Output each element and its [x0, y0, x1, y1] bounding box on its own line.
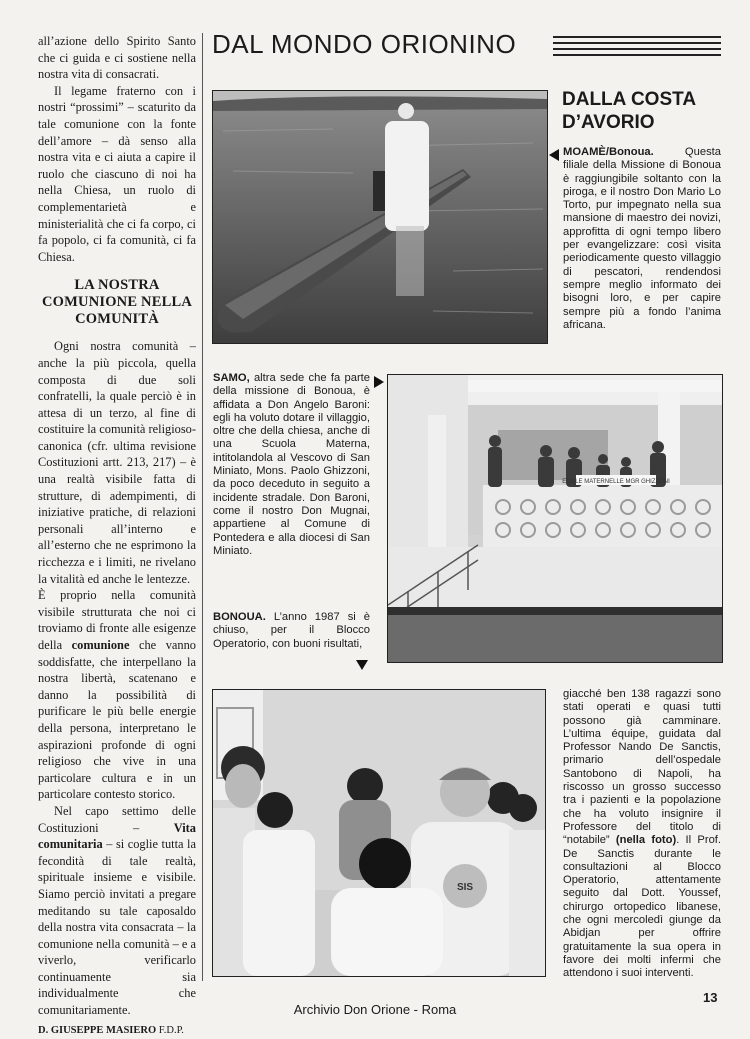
caption-samo: SAMO, altra sede che fa parte della missione di Bonoua, è affidata a Don Angelo Baroni: egli ha voluto dotare il villaggio, oltre che della chiesa, anche di una Scuola Materna, intitolandola al Vescovo di San Miniato, Mons. Paolo Ghizzoni, da poco deceduto in seguito a incidente stradale. Don Baroni, come il nostro Don Mugnai, appartiene al Comune di Pontedera e alla diocesi di San Miniato.	[213, 372, 370, 557]
body-paragraph: Ogni nostra comunità – anche la più piccola, quella composta di due soli confratelli, la quale perciò è in attesa di un terzo, al fine di costituire la comunità religioso-canonica (cfr. ultima revisione Costituzioni artt. 213, 217) – è una realtà visibile fatta di strutture, di adempimenti, di iniziative pratiche, di relazioni personali all’interno e all’esterno che ne esprimono la ricchezza e i limiti, ne rivelano la vitalità ed anche le lentezze.	[38, 339, 196, 586]
caption-pointer-right	[374, 376, 384, 388]
caption-bonoua: BONOUA. L’anno 1987 si è chiuso, per il Blocco Operatorio, con buoni risultati,	[213, 611, 370, 650]
section-title: DALLA COSTA D’AVORIO	[562, 89, 697, 133]
article-subheading: LA NOSTRA COMUNIONE NELLA COMUNITÀ	[41, 277, 193, 328]
page-header-title: DAL MONDO ORIONINO	[212, 29, 517, 59]
caption-continuation: giacché ben 138 ragazzi sono stati operati e quasi tutti possono già camminare. L’ultima équipe, guidata dal Professor Nando De Sanctis, primario dell’ospedale Santobono di Napoli, ha riscosso un grosso successo tra i pazienti e la popolazione che ha voluto insignire il Professore del titolo di “notabile” (nella foto). Il Prof. De Sanctis durante le consultazioni al Blocco Operatorio, attentamente seguito dal Dott. Youssef, chirurgo ortopedico libanese, che ogni mercoledì giunge da Abidjan per offrire gratuitamente la sua opera in favore dei molti infermi che attendono i suoi interventi.	[563, 688, 722, 980]
caption-pointer-left	[549, 149, 559, 161]
school-sign-text: ECOLE MATERNELLE MGR GHIZZONI	[562, 479, 670, 485]
left-column	[38, 33, 196, 1039]
photo-pirogue	[212, 90, 548, 344]
body-paragraph: Il legame fraterno con i nostri “prossimi” – scaturito da tale comunione con la fonte dell’amore – dà senso alla nostra vita e ci aiuta a capire il ruolo che ciascuno di noi ha nella Chiesa, un ruolo di complementarietà e ministerialità che ci fa corpo, ci fa popolo, ci fa comunità, ci fa Chiesa.	[38, 83, 196, 264]
column-divider	[202, 33, 203, 981]
body-paragraph: Nel capo settimo delle Costituzioni – Vita comunitaria – si coglie tutta la fecondità di tale realtà, spirituale insieme e visibile. Siamo perciò invitati a pregare meditando su tale caposaldo della nostra vita consacrata – la comunione nella comunità – e a viverlo, verificarlo continuamente sia individualmente che comunitariamente.	[38, 803, 196, 1018]
author-signature: D. GIUSEPPE MASIERO F.D.P.	[38, 1024, 184, 1036]
shirt-print-text: SIS	[456, 882, 474, 893]
bold-term: Vita comunitaria	[38, 820, 196, 852]
archive-footer: Archivio Don Orione - Roma	[293, 1002, 457, 1017]
bold-term: comunione	[71, 638, 130, 652]
page-number: 13	[703, 990, 718, 1005]
caption-pointer-down	[356, 660, 368, 670]
header-rule-lines	[553, 36, 721, 60]
photo-school	[387, 374, 723, 663]
body-paragraph: all’azione dello Spirito Santo che ci guida e ci sostiene nella nostra vita di consacrati.	[38, 34, 196, 82]
body-paragraph: È proprio nella comunità visibile strutturata che noi ci troviamo di fronte alle esigenze della comunione che vanno soddisfatte, che interpellano la nostra libertà, scatenano e danno la possibilità di purificare le più belle energie della persona, interpretano le aspirazioni profonde di ogni religioso che vive in una particolare cultura e in un particolare contesto storico.	[38, 588, 196, 802]
photo-group	[212, 689, 546, 977]
caption-moame: MOAMÈ/Bonoua. Questa filiale della Missione di Bonoua è raggiungibile soltanto con la piroga, e il nostro Don Mario Lo Torto, pur impegnato nella sua mansione di maestro dei novizi, approfitta di ogni tempo libero per evangelizzare: così visita periodicamente questo villaggio di pescatori, rendendosi sempre meglio informato dei bisogni loro, e per capire sempre più a fondo l’anima africana.	[563, 146, 721, 331]
